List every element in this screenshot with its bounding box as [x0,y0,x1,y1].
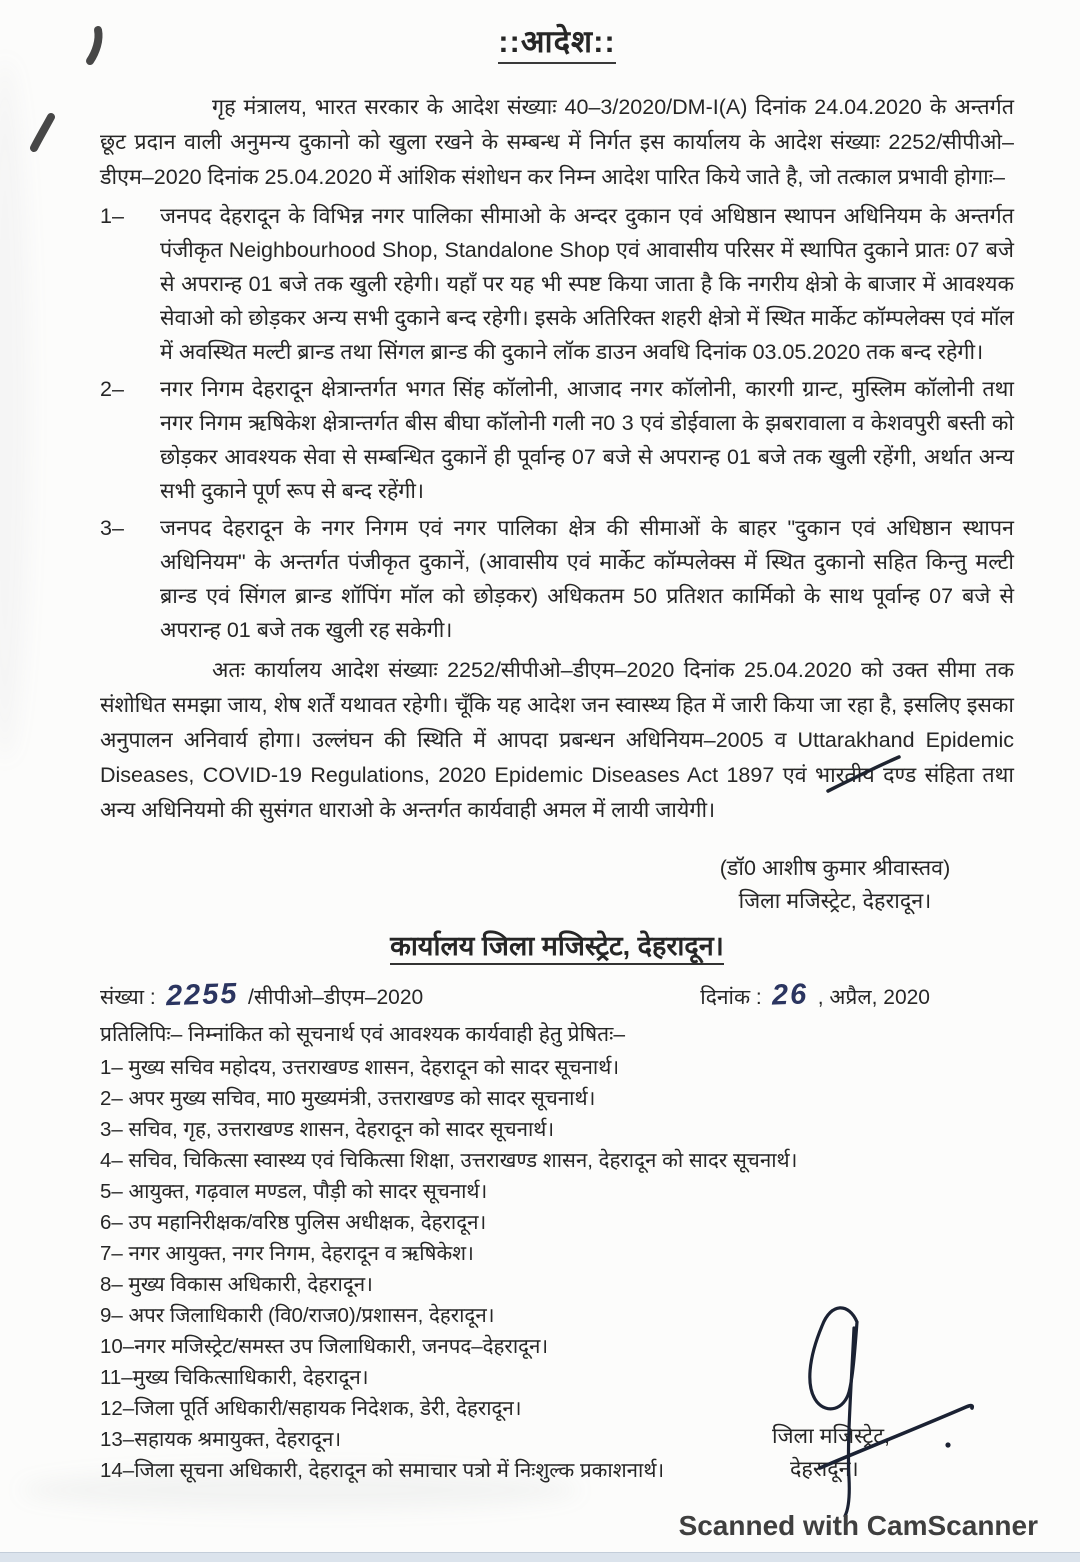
signatory-block [680,852,990,918]
list-item: 12–जिला पूर्ति अधिकारी/सहायक निदेशक, डेरी, देहरादून। [100,1397,522,1420]
list-item: 14–जिला सूचना अधिकारी, देहरादून को समाचार पत्रो में निःशुल्क प्रकाशनार्थ। [100,1459,665,1482]
list-item: 3– सचिव, गृह, उत्तराखण्ड शासन, देहरादून को सादर सूचनार्थ। [100,1118,555,1141]
point-number: 2– [100,377,124,401]
list-item: 1– मुख्य सचिव महोदय, उत्तराखण्ड शासन, देहरादून को सादर सूचनार्थ। [100,1056,620,1079]
intro-paragraph: गृह मंत्रालय, भारत सरकार के आदेश संख्याः 40–3/2020/DM-I(A) दिनांक 24.04.2020 के अन्तर्गत छूट प्रदान वाली अनुमन्य दुकानो को खुला रखने के सम्बन्ध में निर्गत इस कार्यालय के आदेश संख्याः 2252/सीपीओ–डीएम–2020 दिनांक 25.04.2020 में आंशिक संशोधन कर निम्न आदेश पारित किये जाते है, जो तत्काल प्रभावी होगाः– [100,95,1014,189]
point-text: जनपद देहरादून के विभिन्न नगर पालिका सीमाओ के अन्दर दुकान एवं अधिष्ठान स्थापन अधिनियम के अन्तर्गत पंजीकृत Neighbourhood Shop, Standalone Shop एवं आवासीय परिसर में स्थापित दुकाने प्रातः 07 बजे से अपरान्ह 01 बजे तक खुली रहेगी। यहाँ पर यह भी स्पष्ट किया जाता है कि नगरीय क्षेत्रो के बाजार में आवश्यक सेवाओ को छोड़कर अन्य सभी दुकाने बन्द रहेगी। इसके अतिरिक्त शहरी क्षेत्रो में स्थित मार्केट कॉम्पलेक्स एवं मॉल में अवस्थित मल्टी ब्रान्ड तथा सिंगल ब्रान्ड की दुकाने लॉक डाउन अवधि दिनांक 03.05.2020 तक बन्द रहेगी। [160,204,1014,364]
order-point-3 [100,511,1014,647]
list-item: 7– नगर आयुक्त, नगर निगम, देहरादून व ऋषिकेश। [100,1242,474,1265]
signatory-designation: जिला मजिस्ट्रेट, देहरादून। [738,889,932,913]
reference-number-handwritten: 2255 [165,977,239,1013]
reference-suffix: /सीपीओ–डीएम–2020 [247,986,424,1009]
closing-paragraph: अतः कार्यालय आदेश संख्याः 2252/सीपीओ–डीएम–2020 दिनांक 25.04.2020 को उक्त सीमा तक संशोधित समझा जाय, शेष शर्तें यथावत रहेगी। चूँकि यह आदेश जन स्वास्थ्य हित में जारी किया जा रहा है, इसलिए इसका अनुपालन अनिवार्य होगा। उल्लंघन की स्थिति में आपदा प्रबन्धन अधिनियम–2005 व Uttarakhand Epidemic Diseases, COVID-19 Regulations, 2020 Epidemic Diseases Act 1897 एवं भारतीय दण्ड संहिता तथा अन्य अधिनियमो की सुसंगत धाराओ के अन्तर्गत कार्यवाही अमल में लायी जायेगी। [100,658,1014,822]
date-label: दिनांक : [700,986,762,1009]
office-heading-text: कार्यालय जिला मजिस्ट्रेट, देहरादून। [390,931,724,965]
list-item: 4– सचिव, चिकित्सा स्वास्थ्य एवं चिकित्सा शिक्षा, उत्तराखण्ड शासन, देहरादून को सादर सूचनार्थ। [100,1149,798,1172]
list-item: 6– उप महानिरीक्षक/वरिष्ठ पुलिस अधीक्षक, देहरादून। [100,1211,487,1234]
order-points [100,199,1014,647]
signatory-name: (डॉ0 आशीष कुमार श्रीवास्तव) [719,856,951,880]
list-item: 13–सहायक श्रमायुक्त, देहरादून। [100,1428,342,1451]
list-item: 9– अपर जिलाधिकारी (वि0/राज0)/प्रशासन, देहरादून। [100,1304,495,1327]
point-number: 1– [100,204,124,228]
point-number: 3– [100,516,124,540]
reference-label: संख्या : [100,986,156,1009]
reference-number [100,979,423,1012]
signature-designation-line1: जिला मजिस्ट्रेट, [772,1424,891,1448]
list-item: 5– आयुक्त, गढ़वाल मण्डल, पौड़ी को सादर सूचनार्थ। [100,1180,488,1203]
date-suffix: , अप्रैल, 2020 [817,986,930,1009]
footer-bar [0,1552,1080,1562]
point-text: नगर निगम देहरादून क्षेत्रान्तर्गत भगत सिंह कॉलोनी, आजाद नगर कॉलोनी, कारगी ग्रान्ट, मुस्लिम कॉलोनी तथा नगर निगम ऋषिकेश क्षेत्रान्तर्गत बीस बीघा कॉलोनी गली न0 3 एवं डोईवाला के झबरावाला व केशवपुरी बस्ती को छोड़कर आवश्यक सेवा से सम्बन्धित दुकानें ही पूर्वान्ह 07 बजे से अपरान्ह 01 बजे तक खुली रहेंगी, अर्थात अन्य सभी दुकाने पूर्ण रूप से बन्द रहेंगी। [160,377,1014,503]
order-point-2 [100,372,1014,508]
order-point-1 [100,199,1014,369]
list-item: 2– अपर मुख्य सचिव, मा0 मुख्यमंत्री, उत्तराखण्ड को सादर सूचनार्थ। [100,1087,596,1110]
list-item: 10–नगर मजिस्ट्रेट/समस्त उप जिलाधिकारी, जनपद–देहरादून। [100,1335,549,1358]
list-item: 11–मुख्य चिकित्साधिकारी, देहरादून। [100,1366,369,1389]
reference-date-row [100,979,1014,1012]
signature-designation-line2: देहरादून। [790,1457,859,1481]
office-heading [100,926,1014,963]
point-text: जनपद देहरादून के नगर निगम एवं नगर पालिका क्षेत्र की सीमाओं के बाहर "दुकान एवं अधिष्ठान स्थापन अधिनियम" के अन्तर्गत पंजीकृत दुकानें, (आवासीय एवं मार्केट कॉम्पलेक्स में स्थित दुकानो सहित किन्तु मल्टी ब्रान्ड एवं सिंगल ब्रान्ड शॉपिंग मॉल को छोड़कर) अधिकतम 50 प्रतिशत कार्मिको के साथ पूर्वान्ह 07 बजे से अपरान्ह 01 बजे तक खुली रह सकेगी। [160,516,1014,642]
list-item: 8– मुख्य विकास अधिकारी, देहरादून। [100,1273,373,1296]
signature-designation-block [772,1420,890,1486]
date-handwritten: 26 [771,978,809,1012]
document-title-text: ::आदेश:: [498,24,616,64]
document-title [100,20,1014,62]
date-field [700,979,1014,1012]
copy-distribution-line: प्रतिलिपिः– निम्नांकित को सूचनार्थ एवं आवश्यक कार्यवाही हेतु प्रेषितः– [100,1023,626,1046]
camscanner-watermark: Scanned with CamScanner [678,1510,1038,1541]
